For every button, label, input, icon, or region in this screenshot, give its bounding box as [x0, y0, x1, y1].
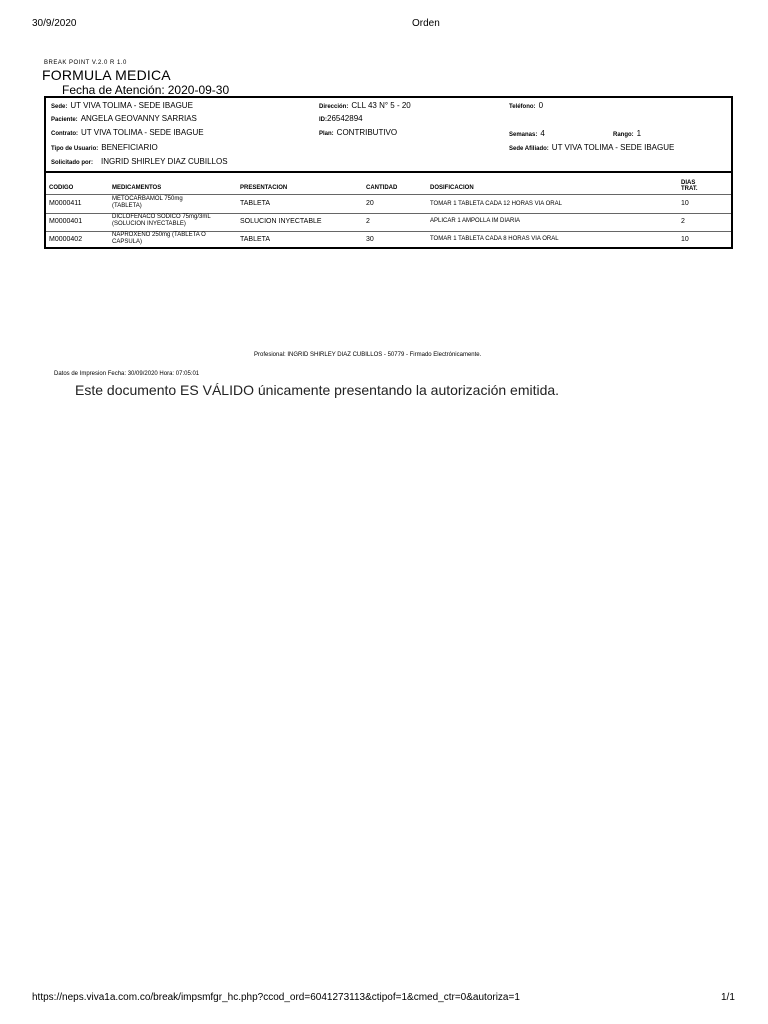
field-id: [319, 114, 363, 123]
plan-value: CONTRIBUTIVO: [336, 128, 398, 137]
col-header-dias: [681, 180, 698, 192]
print-datetime: [54, 371, 199, 377]
semanas-value: 4: [540, 129, 545, 138]
row-dias: 10: [681, 200, 689, 207]
row-medicamento-line2: (TABLETA): [112, 203, 142, 209]
plan-label: Plan:: [319, 131, 334, 137]
id-value: 26542894: [327, 114, 363, 123]
print-time-label: Hora:: [159, 371, 175, 377]
tipo-usuario-value: BENEFICIARIO: [101, 143, 158, 152]
row-medicamento: [112, 196, 238, 210]
paciente-label: Paciente:: [51, 117, 78, 123]
attention-date-value: 2020-09-30: [167, 83, 230, 97]
row-presentacion: TABLETA: [240, 200, 271, 207]
row-medicamento-line1: NAPROXENO 250mg (TABLETA O: [112, 232, 206, 238]
field-direccion: [319, 101, 411, 110]
telefono-label: Teléfono:: [509, 104, 536, 110]
professional-signature: Profesional: INGRID SHIRLEY DIAZ CUBILLOS - 50779 - Firmado Electrónicamente.: [254, 352, 482, 358]
tipo-usuario-label: Tipo de Usuario:: [51, 146, 99, 152]
col-header-dosificacion: DOSIFICACION: [430, 185, 474, 191]
field-contrato: [51, 128, 204, 137]
software-version: BREAK POINT V.2.0 R 1.0: [44, 60, 127, 66]
row-cantidad: 30: [366, 236, 374, 243]
row-codigo: M0000401: [49, 218, 83, 225]
col-header-codigo: CODIGO: [49, 185, 74, 191]
row-cantidad: 20: [366, 200, 374, 207]
row-cantidad: 2: [366, 218, 370, 225]
semanas-label: Semanas:: [509, 132, 538, 138]
field-plan: [319, 128, 397, 137]
attention-date: [62, 83, 229, 97]
row-codigo: M0000411: [49, 200, 82, 207]
row-dosificacion: APLICAR 1 AMPOLLA IM DIARIA: [430, 218, 521, 224]
col-header-dias-line1: DIAS: [681, 180, 696, 186]
print-date-label: Datos de Impresion Fecha:: [54, 371, 127, 377]
direccion-value: CLL 43 N° 5 - 20: [351, 101, 411, 110]
row-codigo: M0000402: [49, 236, 83, 243]
row-presentacion: SOLUCION INYECTABLE: [240, 218, 322, 225]
section-divider: [46, 171, 731, 173]
col-header-cantidad: CANTIDAD: [366, 185, 398, 191]
field-sede-afiliado: [509, 143, 674, 152]
prescription-box: [44, 96, 733, 249]
telefono-value: 0: [538, 101, 544, 110]
solicitado-value: INGRID SHIRLEY DIAZ CUBILLOS: [101, 157, 228, 166]
print-time-value: 07:05:01: [175, 371, 200, 377]
attention-date-label: Fecha de Atención:: [62, 83, 165, 97]
rango-label: Rango:: [613, 132, 634, 138]
sede-value: UT VIVA TOLIMA - SEDE IBAGUE: [70, 101, 193, 110]
rango-value: 1: [636, 129, 642, 138]
paciente-value: ANGELA GEOVANNY SARRIAS: [80, 114, 197, 123]
row-medicamento: [112, 232, 238, 246]
solicitado-label: Solicitado por:: [51, 160, 93, 166]
row-medicamento: [112, 214, 238, 228]
field-tipo-usuario: [51, 143, 158, 152]
validity-note: Este documento ES VÁLIDO únicamente presentando la autorización emitida.: [75, 382, 560, 398]
direccion-label: Dirección:: [319, 104, 349, 110]
sede-afiliado-label: Sede Afiliado:: [509, 146, 549, 152]
print-date: 30/9/2020: [32, 18, 77, 29]
table-header-line: [46, 194, 731, 195]
row-dosificacion: TOMAR 1 TABLETA CADA 12 HORAS VIA ORAL: [430, 201, 562, 207]
row-medicamento-line1: METOCARBAMOL 750mg: [112, 196, 183, 202]
contrato-label: Contrato:: [51, 131, 78, 137]
sede-label: Sede:: [51, 104, 68, 110]
contrato-value: UT VIVA TOLIMA - SEDE IBAGUE: [81, 128, 204, 137]
col-header-medicamentos: MEDICAMENTOS: [112, 185, 162, 191]
row-presentacion: TABLETA: [240, 236, 271, 243]
field-rango: [613, 129, 641, 138]
print-url: https://neps.viva1a.com.co/break/impsmfgr_hc.php?ccod_ord=6041273113&ctipof=1&cmed_ctr=0&autoriza=1: [32, 992, 520, 1003]
col-header-presentacion: PRESENTACION: [240, 185, 288, 191]
print-page-title: Orden: [412, 18, 440, 29]
print-date-value: 30/09/2020: [127, 371, 158, 377]
row-dosificacion: TOMAR 1 TABLETA CADA 8 HORAS VIA ORAL: [430, 236, 559, 242]
row-medicamento-line2: (SOLUCION INYECTABLE): [112, 221, 186, 227]
sede-afiliado-value: UT VIVA TOLIMA - SEDE IBAGUE: [551, 143, 675, 152]
id-label: ID:: [319, 117, 327, 123]
field-paciente: [51, 114, 197, 123]
document-title: FORMULA MEDICA: [42, 67, 171, 83]
field-telefono: [509, 101, 543, 110]
field-solicitado: [51, 157, 228, 166]
page-number: 1/1: [721, 992, 735, 1003]
col-header-dias-line2: TRAT.: [681, 186, 698, 192]
row-medicamento-line2: CAPSULA): [112, 239, 143, 245]
row-dias: 2: [681, 218, 685, 225]
field-semanas: [509, 129, 545, 138]
row-dias: 10: [681, 236, 689, 243]
row-medicamento-line1: DICLOFENACO SODICO 75mg/3mL: [112, 214, 211, 220]
field-sede: [51, 101, 193, 110]
